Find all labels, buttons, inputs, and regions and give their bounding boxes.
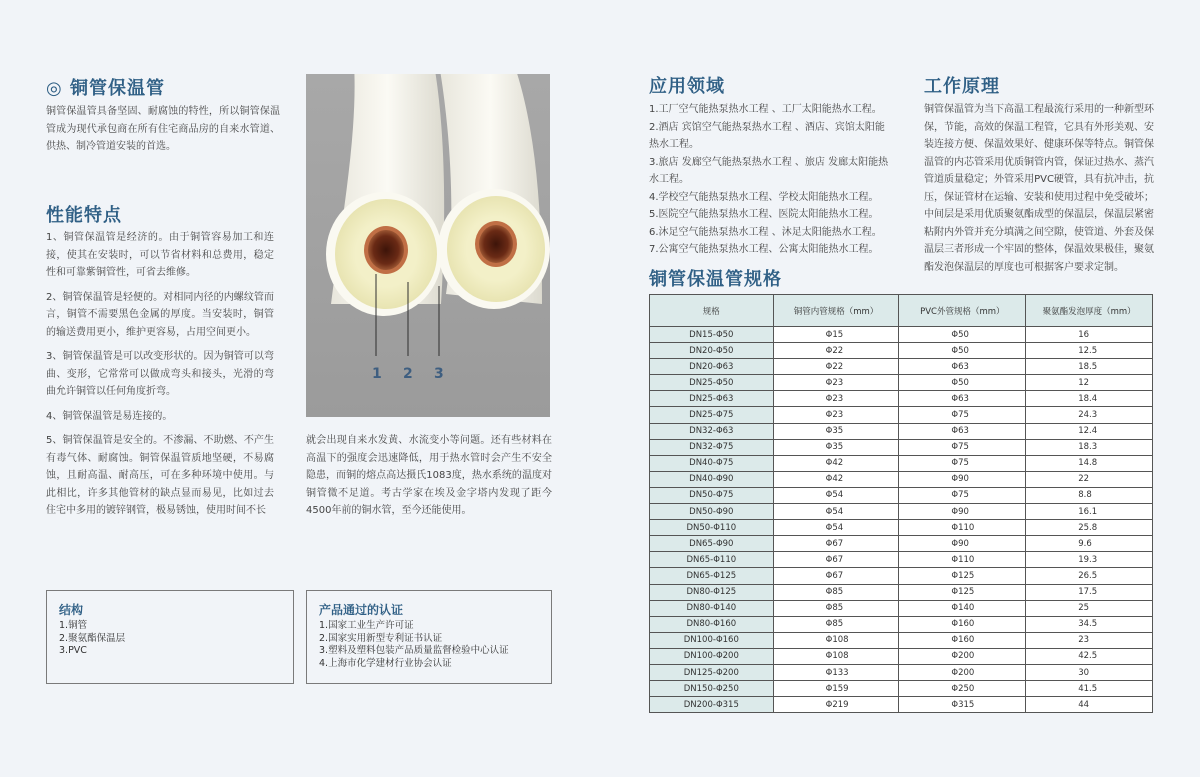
table-cell: DN100-Φ200 — [650, 648, 774, 664]
table-cell: Φ160 — [899, 616, 1026, 632]
table-cell: DN32-Φ63 — [650, 423, 774, 439]
feature-paragraph-5: 5、铜管保温管是安全的。不渗漏、不助燃、不产生有毒气体、耐腐蚀。铜管保温管质地坚硬，不易腐蚀，且耐高温、耐高压，可在多种环境中使用。与此相比，许多其他管材的缺点显而易见，比如过去住宅中多用的镀锌钢管，极易锈蚀，使用时间不长 — [46, 435, 274, 516]
feature-paragraph-4: 4、铜管保温管是易连接的。 — [46, 410, 173, 422]
table-cell: Φ63 — [899, 391, 1026, 407]
table-cell: DN80-Φ140 — [650, 600, 774, 616]
application-item: 4.学校空气能热泵热水工程、学校太阳能热水工程。 — [649, 191, 879, 203]
features-text — [46, 229, 274, 520]
features-title: 性能特点 — [46, 205, 122, 226]
structure-item: 2.聚氨酯保温层 — [59, 632, 126, 644]
table-cell: Φ125 — [899, 568, 1026, 584]
table-cell: DN25-Φ75 — [650, 407, 774, 423]
table-cell: Φ54 — [773, 520, 899, 536]
table-row — [650, 487, 1153, 503]
table-row — [650, 648, 1153, 664]
table-cell: DN20-Φ63 — [650, 359, 774, 375]
table-row — [650, 439, 1153, 455]
table-cell: Φ160 — [899, 632, 1026, 648]
table-cell: Φ159 — [773, 681, 899, 697]
structure-title: 结构 — [59, 603, 84, 617]
table-cell: Φ23 — [773, 407, 899, 423]
table-cell: DN50-Φ110 — [650, 520, 774, 536]
table-row — [650, 520, 1153, 536]
structure-box — [46, 590, 294, 684]
table-cell: 16.1 — [1026, 504, 1153, 520]
table-cell: 18.3 — [1026, 439, 1153, 455]
table-cell: Φ90 — [899, 536, 1026, 552]
table-cell: Φ75 — [899, 455, 1026, 471]
table-cell: DN40-Φ75 — [650, 455, 774, 471]
table-row — [650, 343, 1153, 359]
table-cell: Φ75 — [899, 439, 1026, 455]
table-cell: Φ67 — [773, 536, 899, 552]
application-item: 2.酒店 宾馆空气能热泵热水工程 、酒店、宾馆太阳能热水工程。 — [649, 121, 885, 150]
applications-title: 应用领域 — [649, 76, 725, 97]
application-item: 1.工厂空气能热泵热水工程 、工厂太阳能热水工程。 — [649, 104, 882, 115]
table-cell: Φ50 — [899, 343, 1026, 359]
table-cell: 41.5 — [1026, 681, 1153, 697]
table-cell: 12 — [1026, 375, 1153, 391]
spec-header-cell: PVC外管规格（mm） — [899, 295, 1026, 327]
table-cell: Φ75 — [899, 407, 1026, 423]
table-row — [650, 327, 1153, 343]
table-cell: Φ23 — [773, 375, 899, 391]
table-row — [650, 681, 1153, 697]
table-cell: Φ63 — [899, 423, 1026, 439]
feature-paragraph-2: 2、铜管保温管是轻便的。对相同内径的内螺纹管而言，铜管不需要黑色金属的厚度。当安装时，铜管的输送费用更小，维护更容易，占用空间更小。 — [46, 291, 274, 338]
table-cell: DN80-Φ160 — [650, 616, 774, 632]
table-cell: DN20-Φ50 — [650, 343, 774, 359]
table-cell: Φ90 — [899, 471, 1026, 487]
table-cell: 25.8 — [1026, 520, 1153, 536]
table-cell: 24.3 — [1026, 407, 1153, 423]
structure-item: 1.铜管 — [59, 620, 88, 631]
table-row — [650, 697, 1153, 713]
table-cell: DN25-Φ50 — [650, 375, 774, 391]
table-cell: Φ50 — [899, 375, 1026, 391]
table-row — [650, 552, 1153, 568]
table-row — [650, 391, 1153, 407]
table-cell: Φ315 — [899, 697, 1026, 713]
certifications-box — [306, 590, 552, 684]
table-cell: 25 — [1026, 600, 1153, 616]
certification-item: 4.上海市化学建材行业协会认证 — [319, 657, 452, 669]
table-cell: Φ219 — [773, 697, 899, 713]
table-cell: 34.5 — [1026, 616, 1153, 632]
table-cell: 44 — [1026, 697, 1153, 713]
application-item: 6.沐足空气能热泵热水工程 、沐足太阳能热水工程。 — [649, 226, 882, 238]
table-cell: Φ54 — [773, 487, 899, 503]
pipe-label-2: 2 — [403, 366, 413, 382]
table-cell: Φ110 — [899, 552, 1026, 568]
spec-header-cell: 规格 — [650, 295, 774, 327]
table-cell: Φ108 — [773, 632, 899, 648]
table-cell: 9.6 — [1026, 536, 1153, 552]
table-cell: Φ35 — [773, 439, 899, 455]
table-cell: DN80-Φ125 — [650, 584, 774, 600]
table-cell: Φ140 — [899, 600, 1026, 616]
table-cell: Φ50 — [899, 327, 1026, 343]
intro-title: ◎ 铜管保温管 — [46, 78, 165, 99]
table-cell: DN15-Φ50 — [650, 327, 774, 343]
table-cell: 22 — [1026, 471, 1153, 487]
table-cell: 23 — [1026, 632, 1153, 648]
table-cell: DN150-Φ250 — [650, 681, 774, 697]
table-cell: DN32-Φ75 — [650, 439, 774, 455]
table-row — [650, 455, 1153, 471]
table-cell: Φ42 — [773, 455, 899, 471]
table-cell: Φ125 — [899, 584, 1026, 600]
table-row — [650, 359, 1153, 375]
insulated-pipe-illustration — [306, 74, 550, 417]
table-cell: DN50-Φ90 — [650, 504, 774, 520]
features-continued — [306, 432, 552, 520]
table-cell: Φ42 — [773, 471, 899, 487]
table-row — [650, 616, 1153, 632]
table-cell: 8.8 — [1026, 487, 1153, 503]
table-cell: 17.5 — [1026, 584, 1153, 600]
table-row — [650, 568, 1153, 584]
feature-paragraph-1: 1、铜管保温管是经济的。由于铜管容易加工和连接，使其在安装时，可以节省材料和总费用，稳定性和可靠紫铜管性，可省去维修。 — [46, 232, 274, 278]
structure-item: 3.PVC — [59, 645, 87, 657]
table-cell: Φ133 — [773, 664, 899, 680]
spec-header-cell: 铜管内管规格（mm） — [773, 295, 899, 327]
table-cell: Φ22 — [773, 359, 899, 375]
table-cell: DN25-Φ63 — [650, 391, 774, 407]
table-row — [650, 504, 1153, 520]
table-cell: Φ110 — [899, 520, 1026, 536]
pipe-photo — [306, 74, 550, 417]
intro-text — [46, 103, 280, 156]
table-row — [650, 536, 1153, 552]
certifications-title: 产品通过的认证 — [319, 603, 404, 617]
table-cell: Φ75 — [899, 487, 1026, 503]
table-cell: Φ35 — [773, 423, 899, 439]
principle-title: 工作原理 — [924, 76, 1000, 97]
table-cell: Φ23 — [773, 391, 899, 407]
table-cell: DN200-Φ315 — [650, 697, 774, 713]
spec-table — [649, 294, 1153, 713]
table-cell: 26.5 — [1026, 568, 1153, 584]
pipe-label-3: 3 — [434, 366, 444, 382]
principle-paragraph: 铜管保温管为当下高温工程最流行采用的一种新型环保，节能，高效的保温工程管，它具有外形美观、安装连接方便、保温效果好、健康环保等特点。铜管保温管的内芯管采用优质铜管内管，保证过热水、蒸汽管道质量稳定；外管采用PVC硬管，具有抗冲击，抗压，保证管材在运输、安装和使用过程中免受破坏；中间层是采用优质聚氨酯成型的保温层，保温层紧密粘附内外管并充分填满之间空隙，使管道、外套及保温层三者形成一个牢固的整体，保温效果极佳，聚氨酯发泡保温层的厚度也可根据客户要求定制。 — [924, 104, 1154, 273]
table-cell: 18.4 — [1026, 391, 1153, 407]
table-cell: 14.8 — [1026, 455, 1153, 471]
table-cell: Φ15 — [773, 327, 899, 343]
table-cell: 12.4 — [1026, 423, 1153, 439]
table-cell: Φ67 — [773, 568, 899, 584]
table-cell: DN65-Φ125 — [650, 568, 774, 584]
certification-item: 1.国家工业生产许可证 — [319, 620, 414, 631]
table-row — [650, 375, 1153, 391]
table-cell: 18.5 — [1026, 359, 1153, 375]
feature-paragraph-3: 3、铜管保温管是可以改变形状的。因为铜管可以弯曲、变形，它常常可以做成弯头和接头，光滑的弯曲允许铜管以任何角度折弯。 — [46, 351, 274, 397]
certification-item: 3.塑料及塑料包装产品质量监督检验中心认证 — [319, 645, 509, 657]
pipe-label-1: 1 — [372, 366, 382, 382]
table-row — [650, 471, 1153, 487]
table-cell: DN65-Φ90 — [650, 536, 774, 552]
table-cell: Φ200 — [899, 648, 1026, 664]
principle-text — [924, 101, 1154, 276]
table-row — [650, 664, 1153, 680]
table-cell: DN65-Φ110 — [650, 552, 774, 568]
table-cell: Φ67 — [773, 552, 899, 568]
spec-title: 铜管保温管规格 — [649, 269, 782, 290]
table-row — [650, 584, 1153, 600]
table-cell: Φ63 — [899, 359, 1026, 375]
table-row — [650, 632, 1153, 648]
certification-item: 2.国家实用新型专利证书认证 — [319, 632, 443, 644]
table-cell: Φ54 — [773, 504, 899, 520]
table-cell: 42.5 — [1026, 648, 1153, 664]
table-cell: Φ85 — [773, 600, 899, 616]
table-cell: DN50-Φ75 — [650, 487, 774, 503]
applications-list — [649, 101, 899, 259]
table-row — [650, 423, 1153, 439]
table-cell: Φ90 — [899, 504, 1026, 520]
application-item: 5.医院空气能热泵热水工程、医院太阳能热水工程。 — [649, 209, 879, 220]
table-cell: 12.5 — [1026, 343, 1153, 359]
table-cell: Φ22 — [773, 343, 899, 359]
table-cell: DN40-Φ90 — [650, 471, 774, 487]
table-row — [650, 407, 1153, 423]
table-cell: DN125-Φ200 — [650, 664, 774, 680]
table-cell: 30 — [1026, 664, 1153, 680]
table-row — [650, 600, 1153, 616]
table-cell: Φ85 — [773, 584, 899, 600]
intro-paragraph: 铜管保温管具备坚固、耐腐蚀的特性，所以铜管保温管成为现代承包商在所有住宅商品房的自来水管道、供热、制冷管道安装的首选。 — [46, 106, 280, 152]
spec-table-body — [650, 327, 1153, 713]
table-cell: Φ108 — [773, 648, 899, 664]
spec-header-cell: 聚氨酯发泡厚度（mm） — [1026, 295, 1153, 327]
feature-paragraph-continued: 就会出现自来水发黄、水流变小等问题。还有些材料在高温下的强度会迅速降低，用于热水管时会产生不安全隐患，而铜的熔点高达摄氏1083度，热水系统的温度对铜管微不足道。考古学家在埃及金字塔内发现了距今4500年前的铜水管，至今还能使用。 — [306, 435, 552, 516]
table-cell: Φ200 — [899, 664, 1026, 680]
table-cell: Φ250 — [899, 681, 1026, 697]
table-cell: 19.3 — [1026, 552, 1153, 568]
application-item: 3.旅店 发廊空气能热泵热水工程 、旅店 发廊太阳能热水工程。 — [649, 156, 889, 185]
application-item: 7.公寓空气能热泵热水工程、公寓太阳能热水工程。 — [649, 244, 879, 255]
spec-header-row — [650, 295, 1153, 327]
table-cell: 16 — [1026, 327, 1153, 343]
table-cell: DN100-Φ160 — [650, 632, 774, 648]
table-cell: Φ85 — [773, 616, 899, 632]
